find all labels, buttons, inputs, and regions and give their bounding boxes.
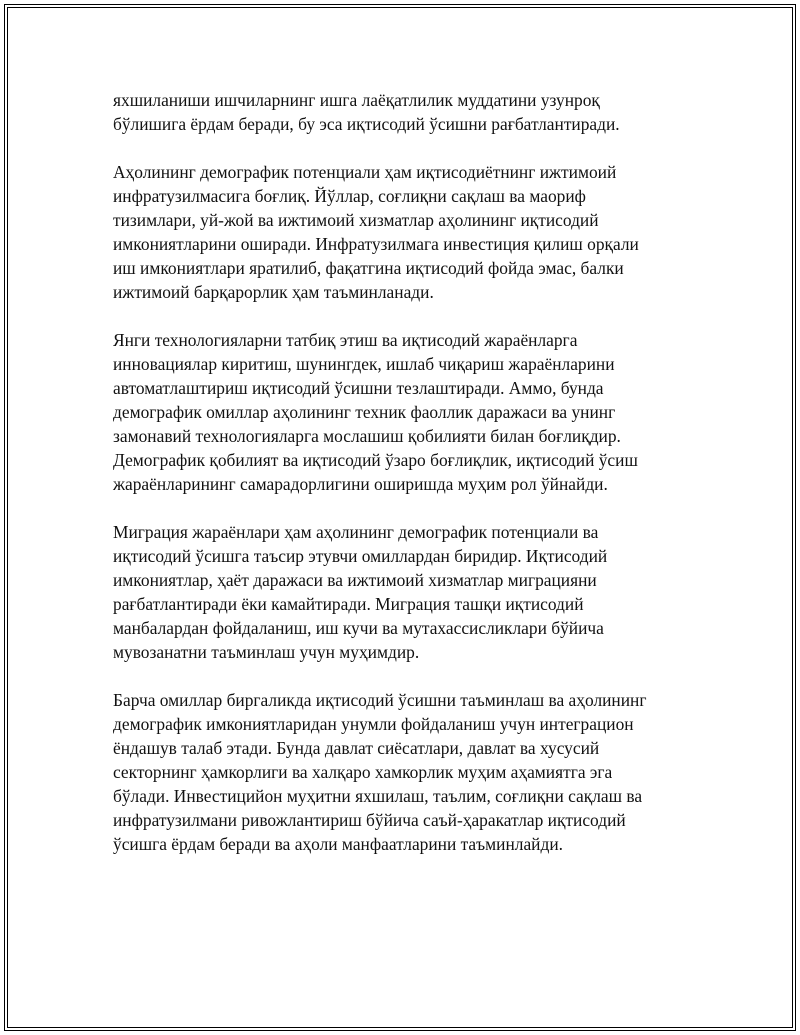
text-line: мувозанатни таъминлаш учун муҳимдир. xyxy=(113,642,420,662)
text-line: Барча омиллар биргаликда иқтисодий ўсишни таъминлаш ва аҳолининг xyxy=(113,690,647,710)
text-line: инфратузилмани ривожлантириш бўйича саъй-ҳаракатлар иқтисодий xyxy=(113,810,626,830)
text-line: имкониятларини оширади. Инфратузилмага инвестиция қилиш орқали xyxy=(113,234,639,254)
text-line: тизимлари, уй-жой ва ижтимоий хизматлар аҳолининг иқтисодий xyxy=(113,210,599,230)
document-body xyxy=(113,88,703,880)
text-line: Янги технологияларни татбиқ этиш ва иқтисодий жараёнларга xyxy=(113,330,578,350)
text-line: секторнинг ҳамкорлиги ва халқаро хамкорлик муҳим аҳамиятга эга xyxy=(113,762,613,782)
text-line: автоматлаштириш иқтисодий ўсишни тезлаштиради. Аммо, бунда xyxy=(113,378,604,398)
text-line: иш имкониятлари яратилиб, фақатгина иқтисодий фойда эмас, балки xyxy=(113,258,624,278)
text-line: демографик имкониятларидан унумли фойдаланиш учун интеграцион xyxy=(113,714,634,734)
text-line: ёндашув талаб этади. Бунда давлат сиёсатлари, давлат ва хусусий xyxy=(113,738,600,758)
text-line: демографик омиллар аҳолининг техник фаоллик даражаси ва унинг xyxy=(113,402,616,422)
text-line: иқтисодий ўсишга таъсир этувчи омиллардан биридир. Иқтисодий xyxy=(113,546,608,566)
paragraph xyxy=(113,520,703,664)
text-line: инновациялар киритиш, шунингдек, ишлаб чиқариш жараёнларини xyxy=(113,354,615,374)
paragraph xyxy=(113,88,703,136)
text-line: Миграция жараёнлари ҳам аҳолининг демографик потенциали ва xyxy=(113,522,599,542)
text-line: манбалардан фойдаланиш, иш кучи ва мутахассисликлари бўйича xyxy=(113,618,604,638)
text-line: замонавий технологияларга мослашиш қобилияти билан боғлиқдир. xyxy=(113,426,621,446)
text-line: имкониятлар, ҳаёт даражаси ва ижтимоий хизматлар миграцияни xyxy=(113,570,597,590)
text-line: бўлишига ёрдам беради, бу эса иқтисодий ўсишни рағбатлантиради. xyxy=(113,114,620,134)
text-line: Аҳолининг демографик потенциали ҳам иқтисодиётнинг ижтимоий xyxy=(113,162,617,182)
text-line: Демографик қобилият ва иқтисодий ўзаро боғлиқлик, иқтисодий ўсиш xyxy=(113,450,638,470)
text-line: рағбатлантиради ёки камайтиради. Миграция ташқи иқтисодий xyxy=(113,594,584,614)
text-line: ўсишга ёрдам беради ва аҳоли манфаатларини таъминлайди. xyxy=(113,834,563,854)
text-line: бўлади. Инвестицийон муҳитни яхшилаш, таълим, соғлиқни сақлаш ва xyxy=(113,786,643,806)
text-line: инфратузилмасига боғлиқ. Йўллар, соғлиқни сақлаш ва маориф xyxy=(113,186,586,206)
paragraph xyxy=(113,328,703,496)
paragraph xyxy=(113,688,703,856)
text-line: жараёнларининг самарадорлигини оширишда муҳим рол ўйнайди. xyxy=(113,474,608,494)
text-line: яхшиланиши ишчиларнинг ишга лаёқатлилик муддатини узунроқ xyxy=(113,90,600,110)
paragraph xyxy=(113,160,703,304)
text-line: ижтимоий барқарорлик ҳам таъминланади. xyxy=(113,282,434,302)
